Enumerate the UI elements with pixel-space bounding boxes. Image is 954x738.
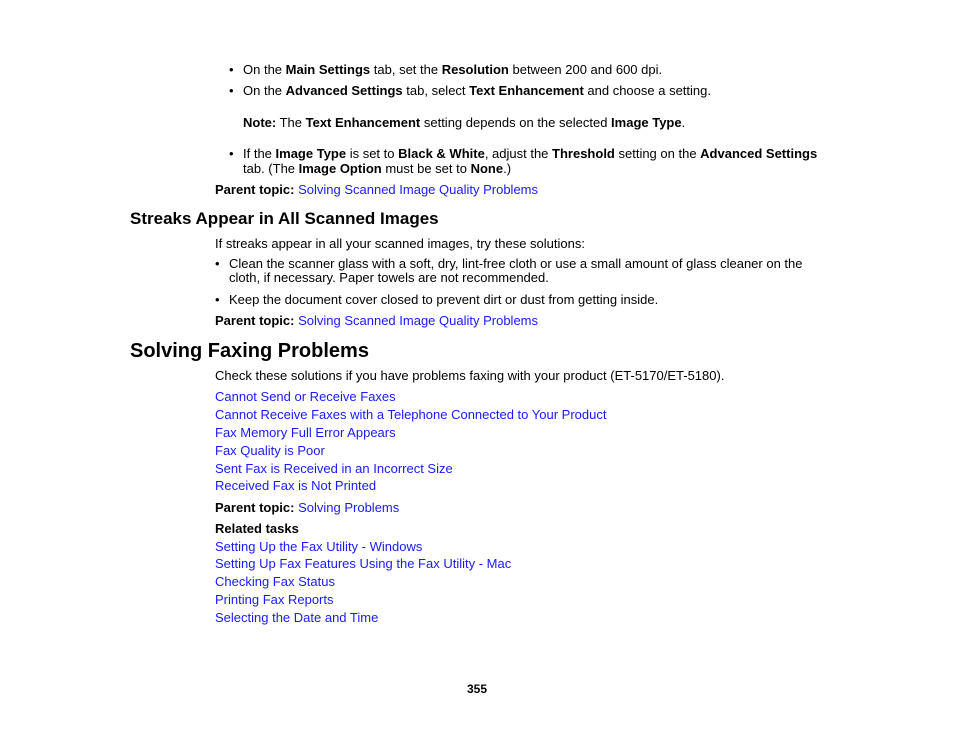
streaks-heading: Streaks Appear in All Scanned Images <box>130 209 439 228</box>
related-link-fax-utility-windows[interactable]: Setting Up the Fax Utility - Windows <box>215 539 423 554</box>
parent-topic-link[interactable]: Solving Problems <box>298 500 400 515</box>
bullet-main-settings: On the Main Settings tab, set the Resolution between 200 and 600 dpi. <box>243 62 663 77</box>
bullet-marker: • <box>229 146 234 161</box>
related-link-fax-utility-mac[interactable]: Setting Up Fax Features Using the Fax Utility - Mac <box>215 556 512 571</box>
parent-topic-1: Parent topic: Solving Scanned Image Quality Problems <box>215 182 538 197</box>
fax-heading: Solving Faxing Problems <box>130 340 369 362</box>
fax-link-not-printed[interactable]: Received Fax is Not Printed <box>215 478 377 493</box>
streaks-intro: If streaks appear in all your scanned images, try these solutions: <box>215 236 585 251</box>
parent-topic-2: Parent topic: Solving Scanned Image Quality Problems <box>215 313 538 328</box>
streaks-bullet-2: Keep the document cover closed to prevent dirt or dust from getting inside. <box>229 292 659 307</box>
related-link-fax-status[interactable]: Checking Fax Status <box>215 574 335 589</box>
related-link-fax-reports[interactable]: Printing Fax Reports <box>215 592 334 607</box>
bullet-marker: • <box>229 62 234 77</box>
parent-topic-3: Parent topic: Solving Problems <box>215 500 400 515</box>
bullet-marker: • <box>229 83 234 98</box>
note-text-enhancement: Note: The Text Enhancement setting depends on the selected Image Type. <box>243 115 686 130</box>
streaks-bullet-1-line2: cloth, if necessary. Paper towels are not recommended. <box>229 270 549 285</box>
bullet-image-type-line1: If the Image Type is set to Black & White, adjust the Threshold setting on the Advanced Settings <box>243 146 818 161</box>
related-tasks-label: Related tasks <box>215 521 299 536</box>
fax-link-incorrect-size[interactable]: Sent Fax is Received in an Incorrect Size <box>215 461 453 476</box>
bullet-marker: • <box>215 256 220 271</box>
related-link-date-time[interactable]: Selecting the Date and Time <box>215 610 379 625</box>
fax-link-cannot-send[interactable]: Cannot Send or Receive Faxes <box>215 389 396 404</box>
bullet-marker: • <box>215 292 220 307</box>
bullet-image-type-line2: tab. (The Image Option must be set to None.) <box>243 161 512 176</box>
streaks-bullet-1-line1: Clean the scanner glass with a soft, dry, lint-free cloth or use a small amount of glass cleaner on the <box>229 256 803 271</box>
page-number: 355 <box>467 682 488 696</box>
fax-link-quality[interactable]: Fax Quality is Poor <box>215 443 325 458</box>
fax-link-memory-full[interactable]: Fax Memory Full Error Appears <box>215 425 396 440</box>
fax-intro: Check these solutions if you have problems faxing with your product (ET-5170/ET-5180). <box>215 368 725 383</box>
fax-link-telephone[interactable]: Cannot Receive Faxes with a Telephone Connected to Your Product <box>215 407 607 422</box>
parent-topic-link[interactable]: Solving Scanned Image Quality Problems <box>298 313 538 328</box>
parent-topic-link[interactable]: Solving Scanned Image Quality Problems <box>298 182 538 197</box>
bullet-advanced-settings: On the Advanced Settings tab, select Text Enhancement and choose a setting. <box>243 83 711 98</box>
